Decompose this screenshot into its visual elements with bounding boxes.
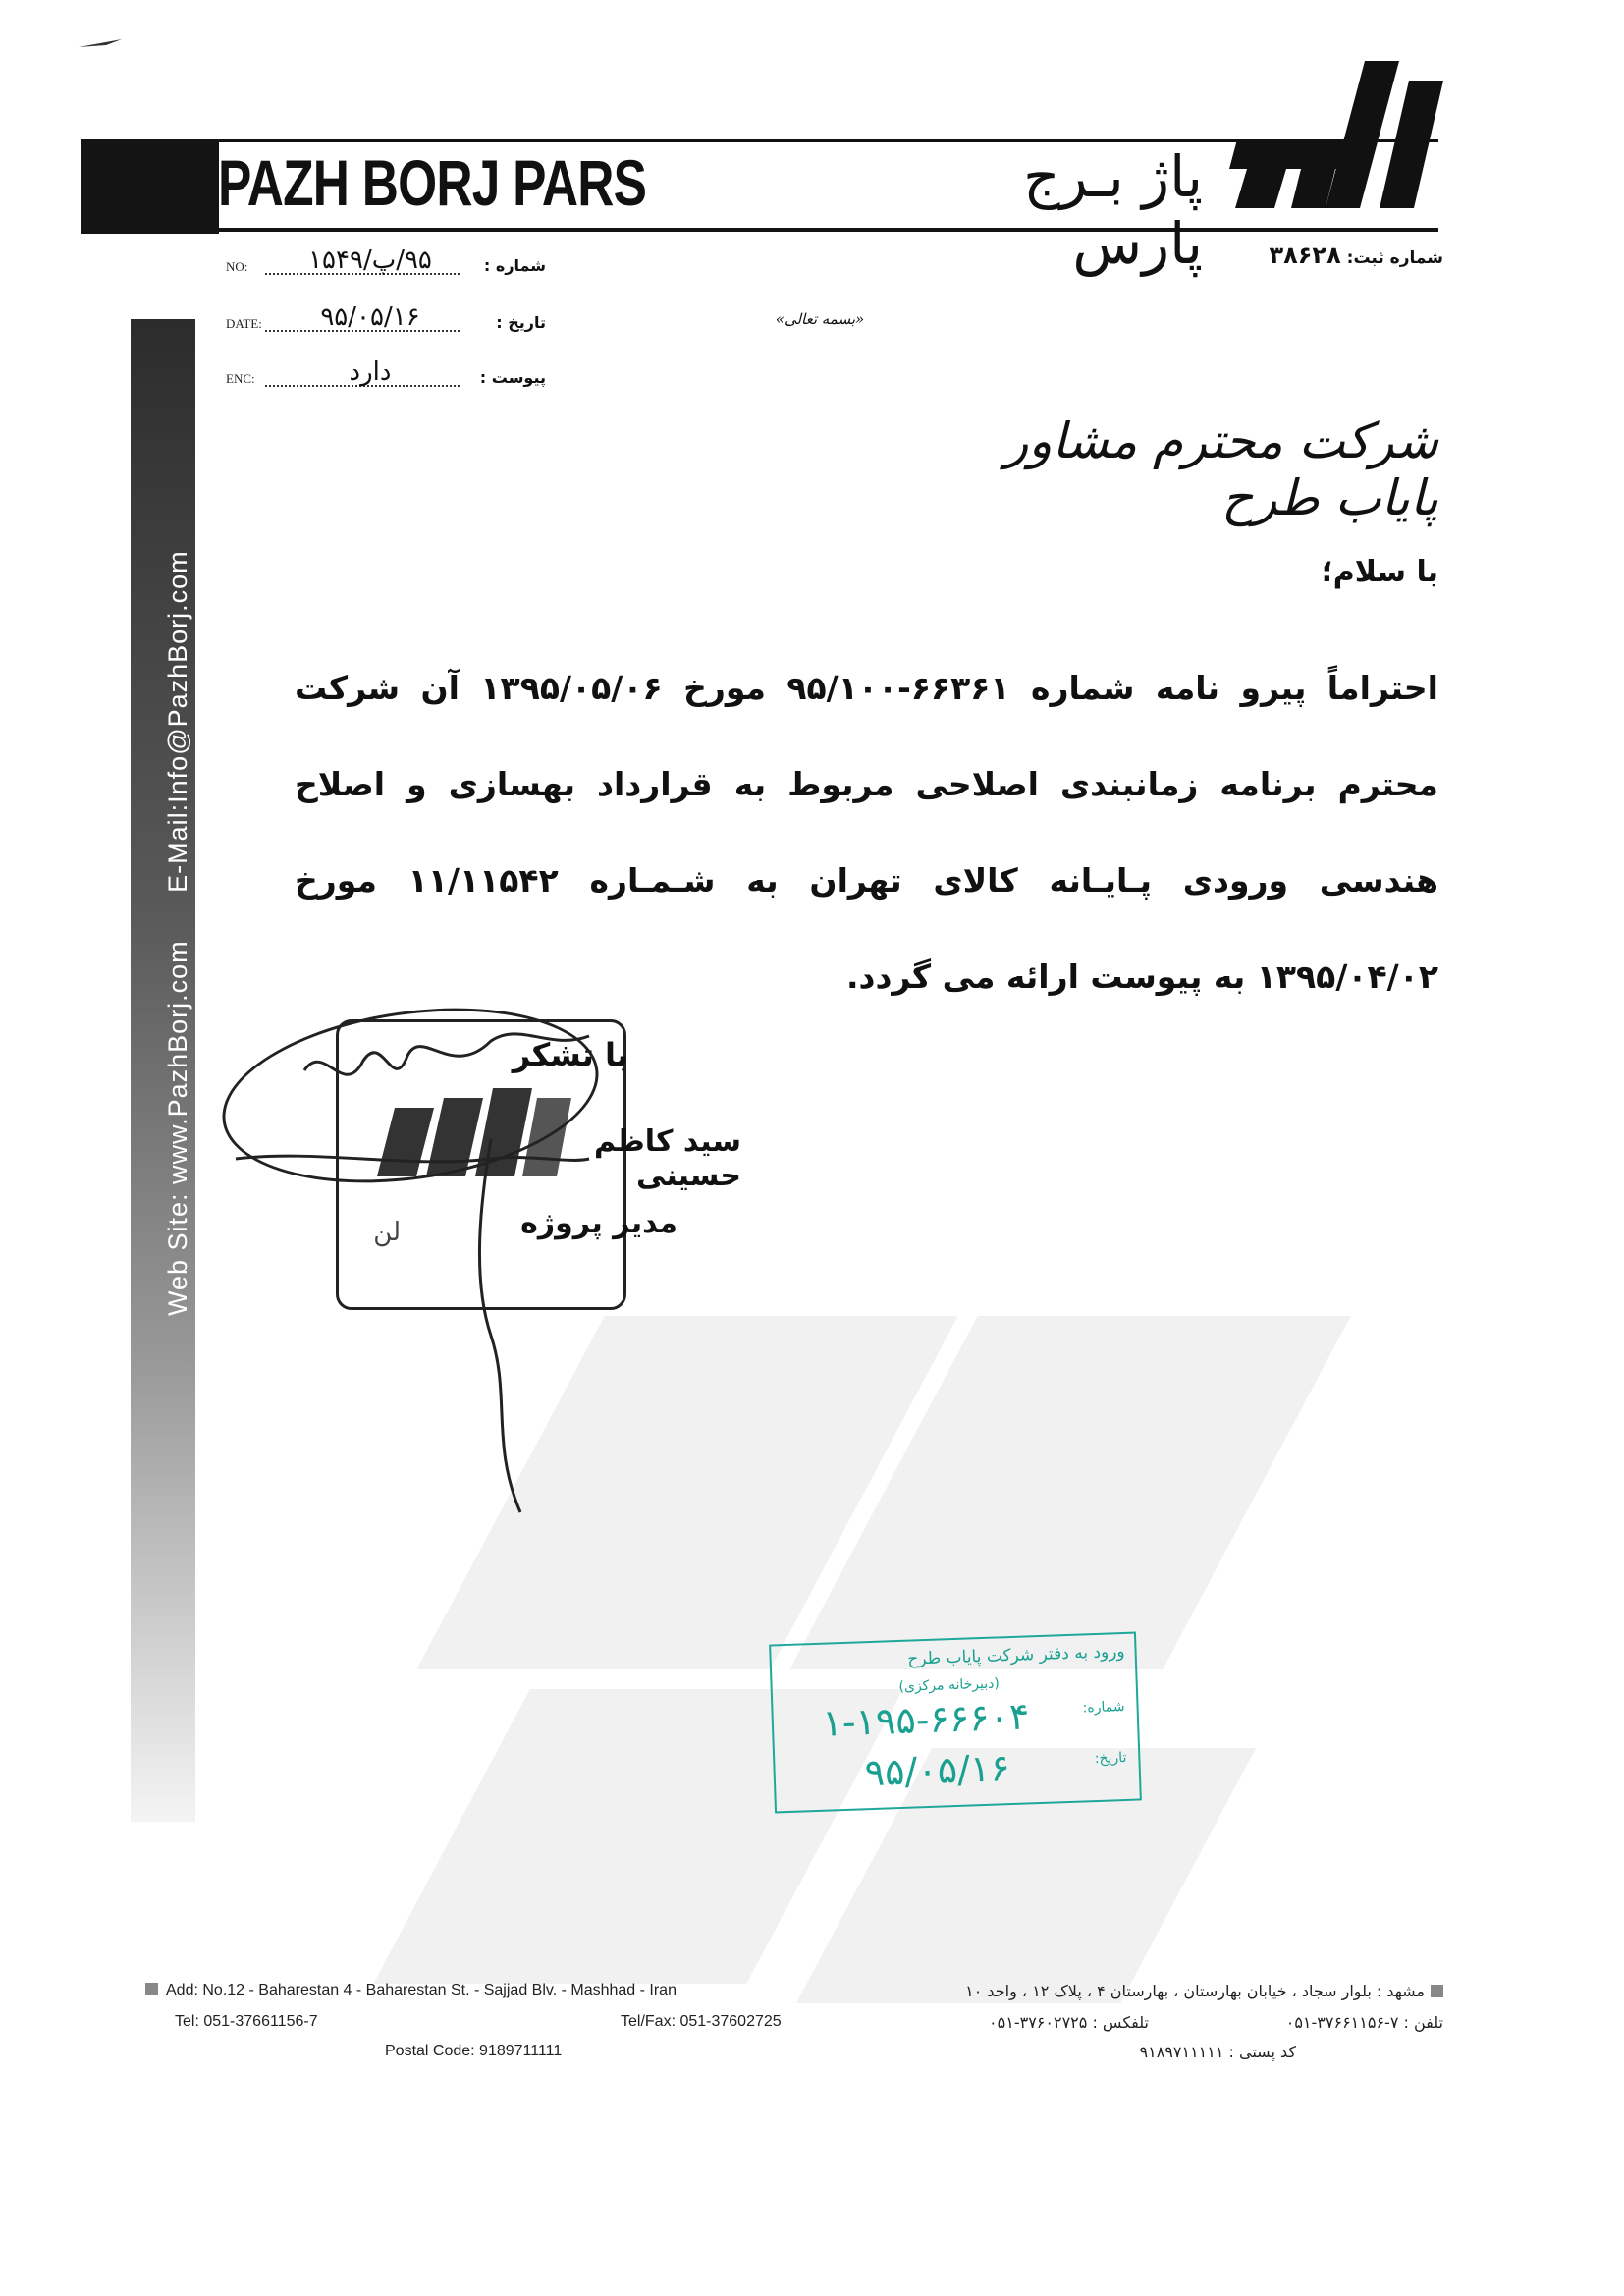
no-label-en: NO: xyxy=(226,259,248,274)
letter-number-field xyxy=(218,247,552,281)
brand-name-fa: پاژ بـرج پارس xyxy=(1023,143,1203,277)
footer-postal-en: Postal Code: 9189711111 xyxy=(385,2043,563,2059)
email-text: E-Mail:Info@PazhBorj.com xyxy=(163,550,192,893)
side-band-text xyxy=(163,511,193,1316)
incoming-number-label: شماره: xyxy=(1082,1698,1125,1717)
brand-name-en: PAZH BORJ PARS xyxy=(218,146,647,219)
no-label-fa: شماره : xyxy=(483,256,546,275)
registration-number xyxy=(1188,242,1443,269)
signatory-name: سید کاظم حسینی xyxy=(593,1124,741,1193)
enc-label-fa: پیوست : xyxy=(479,368,546,387)
incoming-date: ۹۵/۰۵/۱۶ xyxy=(863,1746,1011,1795)
enclosure-value: دارد xyxy=(349,357,392,387)
letter-paragraph: احتراماً پیرو نامه شماره ۶۶۳۶۱-۹۵/۱۰۰ مورخ ۱۳۹۵/۰۵/۰۶ آن شرکت محترم برنامه زمانبندی اصلاحی مربوط به قرارداد بهسازی و اصلاح هندسی ورودی پـایـانه کالای تهران به شـمـاره ۱۱/۱۱۵۴۲ مورخ ۱۳۹۵/۰۴/۰۲ به پیوست ارائه می گردد. xyxy=(295,669,1438,996)
signature-thanks: با تشکر xyxy=(512,1036,628,1073)
scan-mark xyxy=(77,37,126,51)
footer-address-fa: مشهد : بلوار سجاد ، خیابان بهارستان ، بهارستان ۴ ، پلاک ۱۲ ، واحد ۱۰ xyxy=(913,1982,1443,2000)
letter-number-value: ۹۵/پ/۱۵۴۹ xyxy=(308,246,432,275)
recipient: شرکت محترم مشاور پایاب طرح xyxy=(1004,412,1438,526)
website-text: Web Site: www.PazhBorj.com xyxy=(163,940,192,1316)
bullet-square-icon xyxy=(145,1983,158,1995)
bullet-square-icon xyxy=(1431,1985,1443,1997)
signatory-title: مدیر پروژه xyxy=(520,1206,677,1240)
footer-tel-en: Tel: 051-37661156-7 xyxy=(175,2013,318,2030)
incoming-date-label: تاریخ: xyxy=(1094,1749,1127,1768)
date-label-en: DATE: xyxy=(226,316,262,331)
letter-date-value: ۹۵/۰۵/۱۶ xyxy=(320,302,420,332)
footer-postal-fa: کد پستی : ۹۱۸۹۷۱۱۱۱۱ xyxy=(1139,2043,1296,2061)
enclosure-field xyxy=(218,359,552,393)
footer-telfax-en: Tel/Fax: 051-37602725 xyxy=(621,2013,782,2030)
enc-label-en: ENC: xyxy=(226,371,255,386)
date-label-fa: تاریخ : xyxy=(496,313,546,332)
incoming-number: ۱-۱۹۵-۶۶۶۰۴ xyxy=(821,1694,1031,1745)
letter-date-field xyxy=(218,304,552,338)
letterhead-black-block xyxy=(81,139,219,234)
registration-value: ۳۸۶۲۸ xyxy=(1269,242,1341,269)
handwritten-signature xyxy=(196,1002,785,1532)
letterhead-rule xyxy=(81,228,1438,232)
stamp-faint-text: لن xyxy=(373,1218,401,1247)
footer-address-en: Add: No.12 - Baharestan 4 - Baharestan St. - Sajjad Blv. - Mashhad - Iran xyxy=(145,1982,677,1999)
incoming-stamp xyxy=(769,1632,1142,1814)
basmala: «بسمه تعالی» xyxy=(775,310,865,328)
footer-telfax-fa: تلفکس : ۳۷۶۰۲۷۲۵-۰۵۱ xyxy=(989,2013,1149,2032)
incoming-stamp-title: ورود به دفتر شرکت پایاب طرح xyxy=(906,1641,1125,1669)
registration-label: شماره ثبت: xyxy=(1346,248,1443,268)
footer-tel-fa: تلفن : ۷-۳۷۶۶۱۱۵۶-۰۵۱ xyxy=(1285,2013,1443,2032)
company-logo-icon xyxy=(1218,61,1448,218)
greeting: با سلام؛ xyxy=(1321,555,1438,589)
incoming-stamp-subtitle: (دبیرخانه مرکزی) xyxy=(898,1675,1001,1695)
